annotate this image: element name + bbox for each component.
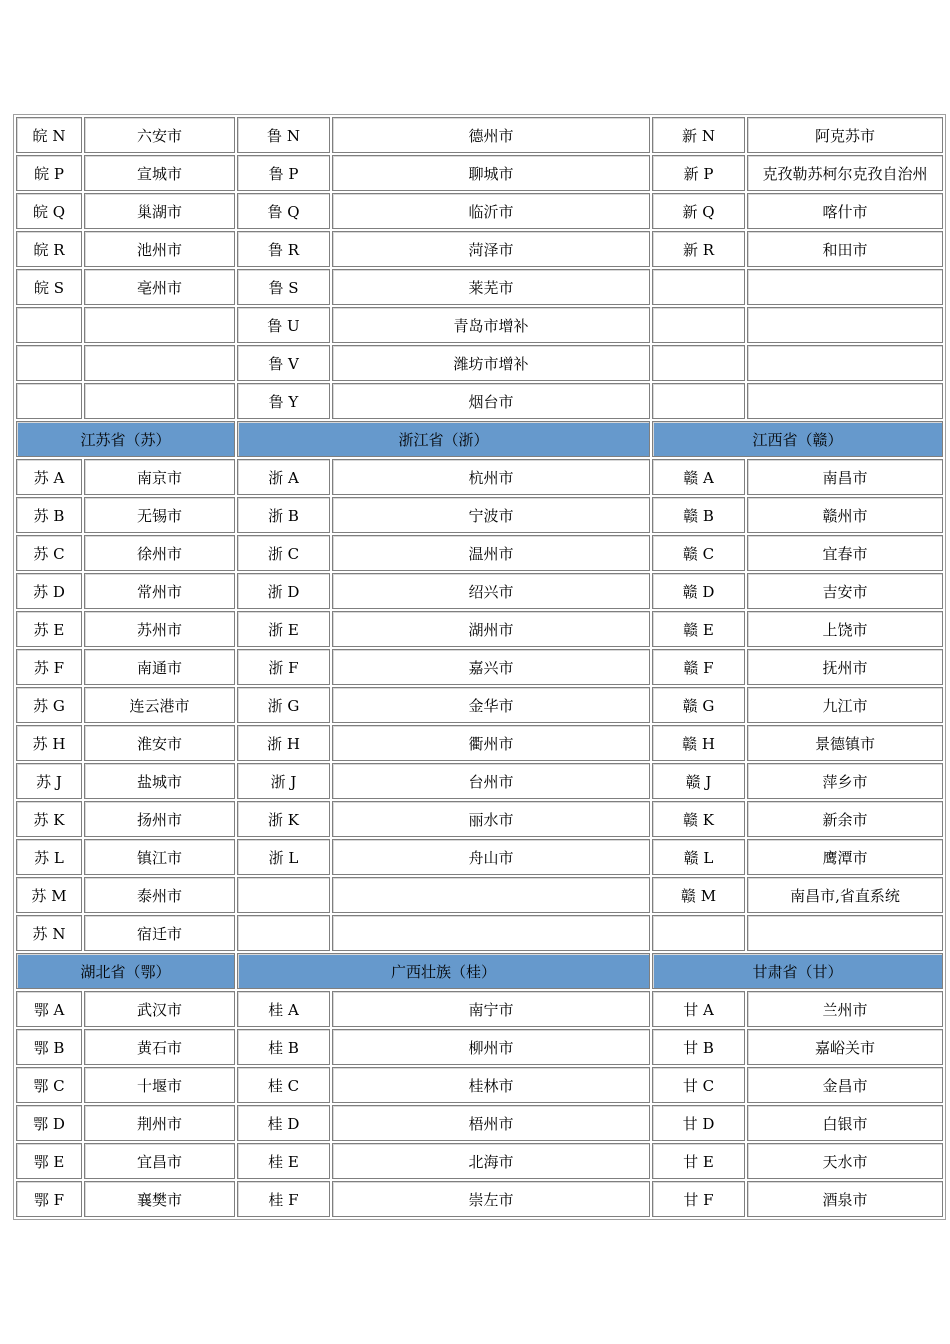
plate-code: 赣 F bbox=[652, 649, 745, 685]
plate-code: 赣 C bbox=[652, 535, 745, 571]
city-name: 杭州市 bbox=[332, 459, 650, 495]
table-row bbox=[16, 725, 943, 761]
city-name: 崇左市 bbox=[332, 1181, 650, 1217]
table-row bbox=[16, 497, 943, 533]
plate-code: 浙 F bbox=[237, 649, 330, 685]
table-row bbox=[16, 231, 943, 267]
plate-code: 浙 G bbox=[237, 687, 330, 723]
plate-code bbox=[16, 345, 82, 381]
city-name: 金华市 bbox=[332, 687, 650, 723]
city-name: 天水市 bbox=[747, 1143, 943, 1179]
province-header-middle: 广西壮族（桂） bbox=[237, 953, 650, 989]
province-header-left: 湖北省（鄂） bbox=[16, 953, 235, 989]
city-name: 湖州市 bbox=[332, 611, 650, 647]
plate-code: 赣 M bbox=[652, 877, 745, 913]
city-name: 新余市 bbox=[747, 801, 943, 837]
city-name: 萍乡市 bbox=[747, 763, 943, 799]
city-name bbox=[747, 383, 943, 419]
city-name: 温州市 bbox=[332, 535, 650, 571]
plate-code: 浙 J bbox=[237, 763, 330, 799]
plate-code: 新 N bbox=[652, 117, 745, 153]
city-name: 南通市 bbox=[84, 649, 235, 685]
table-row bbox=[16, 1105, 943, 1141]
table-row bbox=[16, 269, 943, 305]
city-name bbox=[747, 307, 943, 343]
plate-code: 鄂 F bbox=[16, 1181, 82, 1217]
city-name: 鹰潭市 bbox=[747, 839, 943, 875]
city-name: 绍兴市 bbox=[332, 573, 650, 609]
city-name: 嘉峪关市 bbox=[747, 1029, 943, 1065]
plate-code: 鲁 Q bbox=[237, 193, 330, 229]
plate-code: 甘 C bbox=[652, 1067, 745, 1103]
city-name: 亳州市 bbox=[84, 269, 235, 305]
plate-code: 浙 A bbox=[237, 459, 330, 495]
table-row bbox=[16, 801, 943, 837]
city-name: 台州市 bbox=[332, 763, 650, 799]
city-name: 泰州市 bbox=[84, 877, 235, 913]
plate-code: 苏 B bbox=[16, 497, 82, 533]
city-name: 金昌市 bbox=[747, 1067, 943, 1103]
city-name: 池州市 bbox=[84, 231, 235, 267]
city-name: 淮安市 bbox=[84, 725, 235, 761]
plate-code: 甘 D bbox=[652, 1105, 745, 1141]
city-name: 宣城市 bbox=[84, 155, 235, 191]
plate-code bbox=[237, 915, 330, 951]
city-name: 舟山市 bbox=[332, 839, 650, 875]
city-name: 宿迁市 bbox=[84, 915, 235, 951]
city-name: 克孜勒苏柯尔克孜自治州 bbox=[747, 155, 943, 191]
city-name: 上饶市 bbox=[747, 611, 943, 647]
plate-code: 桂 A bbox=[237, 991, 330, 1027]
city-name bbox=[747, 345, 943, 381]
city-name: 兰州市 bbox=[747, 991, 943, 1027]
plate-code: 皖 N bbox=[16, 117, 82, 153]
table-body bbox=[16, 117, 943, 1217]
city-name bbox=[747, 915, 943, 951]
plate-code: 苏 L bbox=[16, 839, 82, 875]
city-name: 九江市 bbox=[747, 687, 943, 723]
table-row bbox=[16, 345, 943, 381]
city-name: 梧州市 bbox=[332, 1105, 650, 1141]
plate-code: 桂 C bbox=[237, 1067, 330, 1103]
plate-code: 皖 R bbox=[16, 231, 82, 267]
city-name: 十堰市 bbox=[84, 1067, 235, 1103]
plate-code: 皖 Q bbox=[16, 193, 82, 229]
plate-code: 苏 K bbox=[16, 801, 82, 837]
city-name: 襄樊市 bbox=[84, 1181, 235, 1217]
table-row bbox=[16, 117, 943, 153]
city-name: 六安市 bbox=[84, 117, 235, 153]
city-name bbox=[332, 915, 650, 951]
city-name: 连云港市 bbox=[84, 687, 235, 723]
plate-code: 鄂 E bbox=[16, 1143, 82, 1179]
province-header-middle: 浙江省（浙） bbox=[237, 421, 650, 457]
city-name: 景德镇市 bbox=[747, 725, 943, 761]
city-name: 南昌市 bbox=[747, 459, 943, 495]
city-name: 衢州市 bbox=[332, 725, 650, 761]
plate-code: 浙 D bbox=[237, 573, 330, 609]
plate-code: 苏 H bbox=[16, 725, 82, 761]
plate-code: 桂 B bbox=[237, 1029, 330, 1065]
plate-code bbox=[652, 269, 745, 305]
plate-code: 赣 D bbox=[652, 573, 745, 609]
city-name: 烟台市 bbox=[332, 383, 650, 419]
city-name: 常州市 bbox=[84, 573, 235, 609]
city-name: 巢湖市 bbox=[84, 193, 235, 229]
plate-code: 鄂 B bbox=[16, 1029, 82, 1065]
plate-code bbox=[652, 307, 745, 343]
city-name: 扬州市 bbox=[84, 801, 235, 837]
plate-code: 苏 G bbox=[16, 687, 82, 723]
city-name bbox=[84, 383, 235, 419]
city-name: 柳州市 bbox=[332, 1029, 650, 1065]
table-row bbox=[16, 1181, 943, 1217]
city-name bbox=[84, 307, 235, 343]
plate-code: 苏 N bbox=[16, 915, 82, 951]
plate-code: 鄂 D bbox=[16, 1105, 82, 1141]
city-name: 无锡市 bbox=[84, 497, 235, 533]
plate-code: 浙 L bbox=[237, 839, 330, 875]
plate-code: 赣 G bbox=[652, 687, 745, 723]
plate-code: 鄂 A bbox=[16, 991, 82, 1027]
plate-code: 桂 F bbox=[237, 1181, 330, 1217]
plate-code: 新 P bbox=[652, 155, 745, 191]
plate-code: 桂 D bbox=[237, 1105, 330, 1141]
city-name: 苏州市 bbox=[84, 611, 235, 647]
plate-code-table bbox=[13, 114, 946, 1220]
table-row bbox=[16, 839, 943, 875]
city-name: 南京市 bbox=[84, 459, 235, 495]
table-row bbox=[16, 193, 943, 229]
plate-code bbox=[237, 877, 330, 913]
plate-code: 皖 S bbox=[16, 269, 82, 305]
city-name: 聊城市 bbox=[332, 155, 650, 191]
plate-code bbox=[652, 383, 745, 419]
plate-code: 新 R bbox=[652, 231, 745, 267]
table-row bbox=[16, 155, 943, 191]
plate-code: 苏 J bbox=[16, 763, 82, 799]
city-name: 和田市 bbox=[747, 231, 943, 267]
plate-code: 桂 E bbox=[237, 1143, 330, 1179]
province-header-left: 江苏省（苏） bbox=[16, 421, 235, 457]
plate-code: 苏 F bbox=[16, 649, 82, 685]
city-name: 德州市 bbox=[332, 117, 650, 153]
plate-code: 赣 K bbox=[652, 801, 745, 837]
city-name bbox=[332, 877, 650, 913]
table-row bbox=[16, 915, 943, 951]
plate-code: 鲁 N bbox=[237, 117, 330, 153]
table-row bbox=[16, 1067, 943, 1103]
plate-code: 鲁 U bbox=[237, 307, 330, 343]
city-name: 徐州市 bbox=[84, 535, 235, 571]
city-name: 临沂市 bbox=[332, 193, 650, 229]
plate-code: 甘 E bbox=[652, 1143, 745, 1179]
table-row bbox=[16, 573, 943, 609]
city-name: 丽水市 bbox=[332, 801, 650, 837]
city-name: 盐城市 bbox=[84, 763, 235, 799]
city-name: 黄石市 bbox=[84, 1029, 235, 1065]
city-name: 白银市 bbox=[747, 1105, 943, 1141]
table-row bbox=[16, 535, 943, 571]
plate-code: 浙 B bbox=[237, 497, 330, 533]
city-name bbox=[747, 269, 943, 305]
plate-code: 浙 H bbox=[237, 725, 330, 761]
table-row bbox=[16, 307, 943, 343]
plate-code bbox=[16, 383, 82, 419]
plate-code: 苏 A bbox=[16, 459, 82, 495]
table-row bbox=[16, 877, 943, 913]
plate-code: 鲁 P bbox=[237, 155, 330, 191]
city-name: 青岛市增补 bbox=[332, 307, 650, 343]
city-name: 莱芜市 bbox=[332, 269, 650, 305]
city-name: 菏泽市 bbox=[332, 231, 650, 267]
plate-code: 鲁 R bbox=[237, 231, 330, 267]
city-name: 潍坊市增补 bbox=[332, 345, 650, 381]
plate-code: 苏 M bbox=[16, 877, 82, 913]
table-row bbox=[16, 1143, 943, 1179]
plate-code: 赣 J bbox=[652, 763, 745, 799]
table-row bbox=[16, 1029, 943, 1065]
city-name: 赣州市 bbox=[747, 497, 943, 533]
plate-code: 苏 C bbox=[16, 535, 82, 571]
plate-code: 甘 A bbox=[652, 991, 745, 1027]
city-name: 宜昌市 bbox=[84, 1143, 235, 1179]
city-name: 镇江市 bbox=[84, 839, 235, 875]
city-name: 喀什市 bbox=[747, 193, 943, 229]
table-row bbox=[16, 383, 943, 419]
table-row bbox=[16, 991, 943, 1027]
city-name: 酒泉市 bbox=[747, 1181, 943, 1217]
table-row bbox=[16, 649, 943, 685]
table-row bbox=[16, 459, 943, 495]
city-name bbox=[84, 345, 235, 381]
plate-code: 赣 E bbox=[652, 611, 745, 647]
city-name: 南昌市,省直系统 bbox=[747, 877, 943, 913]
plate-code: 赣 H bbox=[652, 725, 745, 761]
city-name: 宜春市 bbox=[747, 535, 943, 571]
city-name: 宁波市 bbox=[332, 497, 650, 533]
city-name: 南宁市 bbox=[332, 991, 650, 1027]
city-name: 北海市 bbox=[332, 1143, 650, 1179]
plate-code: 浙 K bbox=[237, 801, 330, 837]
table-row bbox=[16, 611, 943, 647]
table-row bbox=[16, 687, 943, 723]
plate-code: 苏 D bbox=[16, 573, 82, 609]
table-row bbox=[16, 763, 943, 799]
city-name: 嘉兴市 bbox=[332, 649, 650, 685]
province-header-right: 甘肃省（甘） bbox=[652, 953, 943, 989]
plate-code: 新 Q bbox=[652, 193, 745, 229]
plate-code: 赣 A bbox=[652, 459, 745, 495]
plate-code bbox=[652, 345, 745, 381]
plate-code bbox=[16, 307, 82, 343]
city-name: 抚州市 bbox=[747, 649, 943, 685]
plate-code: 鲁 Y bbox=[237, 383, 330, 419]
plate-code: 浙 C bbox=[237, 535, 330, 571]
plate-code: 皖 P bbox=[16, 155, 82, 191]
city-name: 吉安市 bbox=[747, 573, 943, 609]
plate-code: 甘 B bbox=[652, 1029, 745, 1065]
plate-code: 鄂 C bbox=[16, 1067, 82, 1103]
province-header-row bbox=[16, 421, 943, 457]
plate-code: 赣 L bbox=[652, 839, 745, 875]
city-name: 阿克苏市 bbox=[747, 117, 943, 153]
plate-code: 甘 F bbox=[652, 1181, 745, 1217]
city-name: 桂林市 bbox=[332, 1067, 650, 1103]
plate-code: 浙 E bbox=[237, 611, 330, 647]
plate-code: 赣 B bbox=[652, 497, 745, 533]
plate-code bbox=[652, 915, 745, 951]
plate-code: 鲁 V bbox=[237, 345, 330, 381]
city-name: 武汉市 bbox=[84, 991, 235, 1027]
province-header-row bbox=[16, 953, 943, 989]
city-name: 荆州市 bbox=[84, 1105, 235, 1141]
province-header-right: 江西省（赣） bbox=[652, 421, 943, 457]
plate-code: 苏 E bbox=[16, 611, 82, 647]
plate-code: 鲁 S bbox=[237, 269, 330, 305]
